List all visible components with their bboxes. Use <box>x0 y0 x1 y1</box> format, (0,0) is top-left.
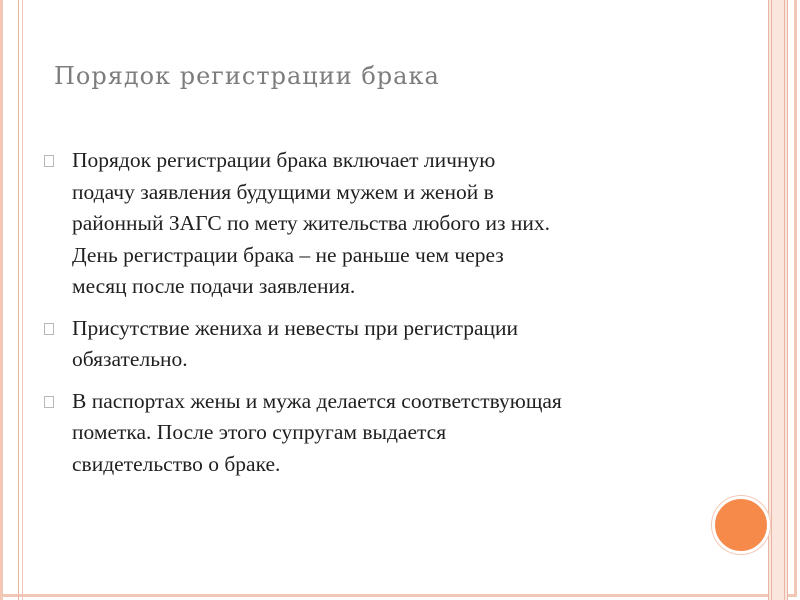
bullet-line: пометка. После этого супругам выдается <box>72 420 447 444</box>
orange-circle-icon <box>712 496 770 554</box>
bullet-list <box>44 145 704 490</box>
bullet-line: День регистрации брака – не раньше чем через <box>72 242 504 267</box>
bullet-line: месяц после подачи заявления. <box>72 274 356 298</box>
square-bullet-icon <box>44 155 54 167</box>
bullet-line: подачу заявления будущими мужем и женой в <box>72 179 494 204</box>
bullet-line: районный ЗАГС по мету жительства любого из них. <box>72 211 551 235</box>
square-bullet-icon <box>44 396 54 408</box>
frame-line <box>18 0 19 600</box>
bullet-line: Порядок регистрации брака включает личную <box>72 148 496 172</box>
bullet-line: свидетельство о браке. <box>72 451 281 476</box>
bullet-item <box>44 313 704 376</box>
bullet-line: обязательно. <box>72 347 188 371</box>
frame-line <box>771 0 772 600</box>
frame-line <box>22 0 23 600</box>
bullet-item <box>44 145 704 303</box>
square-bullet-icon <box>44 323 54 335</box>
bullet-item <box>44 386 704 481</box>
slide-title: Порядок регистрации брака <box>54 62 440 90</box>
frame-line <box>784 0 785 600</box>
bullet-line: Присутствие жениха и невесты при регистрации <box>72 315 519 340</box>
bullet-line: В паспортах жены и мужа делается соответствующая <box>72 388 562 413</box>
